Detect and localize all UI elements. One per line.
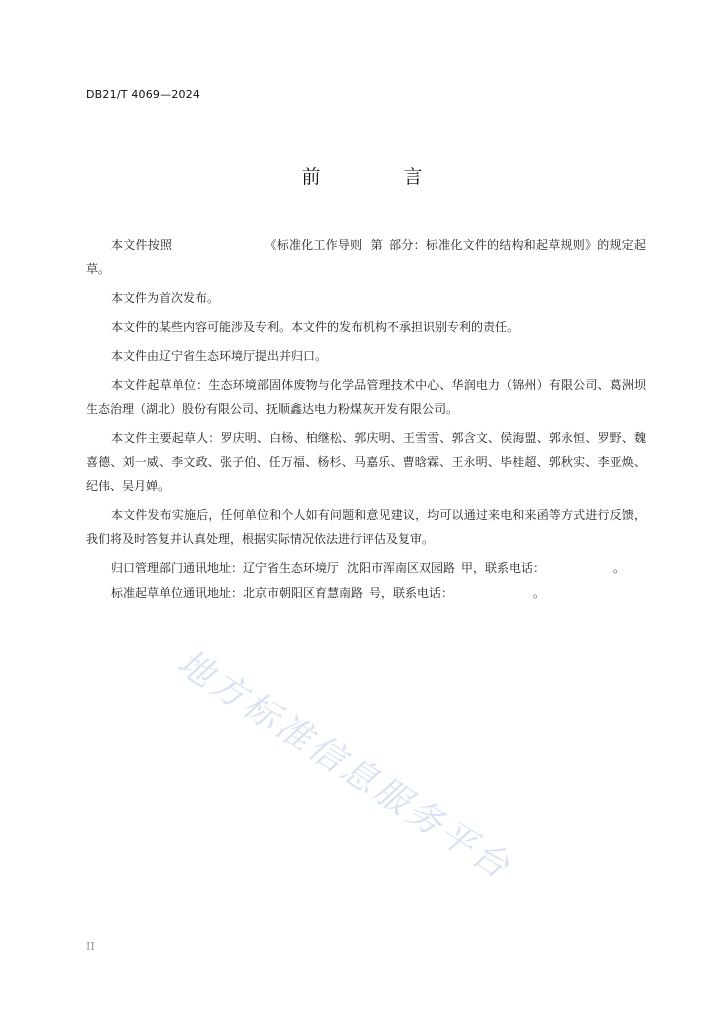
- paragraph-proposer: 本文件由辽宁省生态环境厅提出并归口。: [111, 349, 328, 363]
- page-title: 前 言: [301, 166, 455, 188]
- paragraph-drafters: 本文件主要起草人：罗庆明、白杨、柏继松、郭庆明、王雪雪、郭含文、侯海盟、郭永恒、罗野、魏喜德、刘一威、李文政、张子伯、任万福、杨杉、马嘉乐、曹晗霖、王永明、毕桂超、郭秋实、李亚焕、纪伟、吴月婵。: [86, 431, 646, 493]
- paragraph-feedback: 本文件发布实施后，任何单位和个人如有问题和意见建议，均可以通过来电和来函等方式进行反馈，我们将及时答复并认真处理，根据实际情况依法进行评估及复审。: [86, 508, 646, 546]
- text-segment: 归口管理部门通讯地址：辽宁省生态环境厅: [111, 561, 340, 575]
- text-segment: 部分：标准化文件的结构和起草规则》的规定起草。: [86, 238, 646, 276]
- paragraph-drafter-address: [86, 581, 646, 605]
- text-segment: 。: [613, 561, 626, 575]
- paragraph-drafting-units: 本文件起草单位：生态环境部固体废物与化学品管理技术中心、华润电力（锦州）有限公司、葛洲坝生态治理（湖北）股份有限公司、抚顺鑫达电力粉煤灰开发有限公司。: [86, 378, 646, 416]
- page-number: II: [86, 940, 95, 953]
- paragraph-drafting-rules: [86, 233, 646, 281]
- paragraph-patent-notice: 本文件的某些内容可能涉及专利。本文件的发布机构不承担识别专利的责任。: [111, 320, 520, 334]
- text-segment: 沈阳市浑南区双园路: [347, 561, 456, 575]
- text-segment: 第: [370, 238, 383, 252]
- watermark: 地方标准信息服务平台: [169, 642, 519, 889]
- text-segment: 甲，联系电话：: [461, 561, 546, 575]
- text-segment: 标准起草单位通讯地址：北京市朝阳区育慧南路: [111, 586, 364, 600]
- text-segment: 《标准化工作导则: [264, 238, 363, 252]
- text-segment: 本文件按照: [111, 238, 173, 252]
- text-segment: 号，联系电话：: [369, 586, 454, 600]
- paragraph-admin-address: [86, 556, 646, 580]
- standard-code: DB21/T 4069—2024: [86, 88, 201, 101]
- foreword-body: [86, 233, 646, 610]
- text-segment: 。: [533, 586, 546, 600]
- paragraph-first-release: 本文件为首次发布。: [111, 291, 220, 305]
